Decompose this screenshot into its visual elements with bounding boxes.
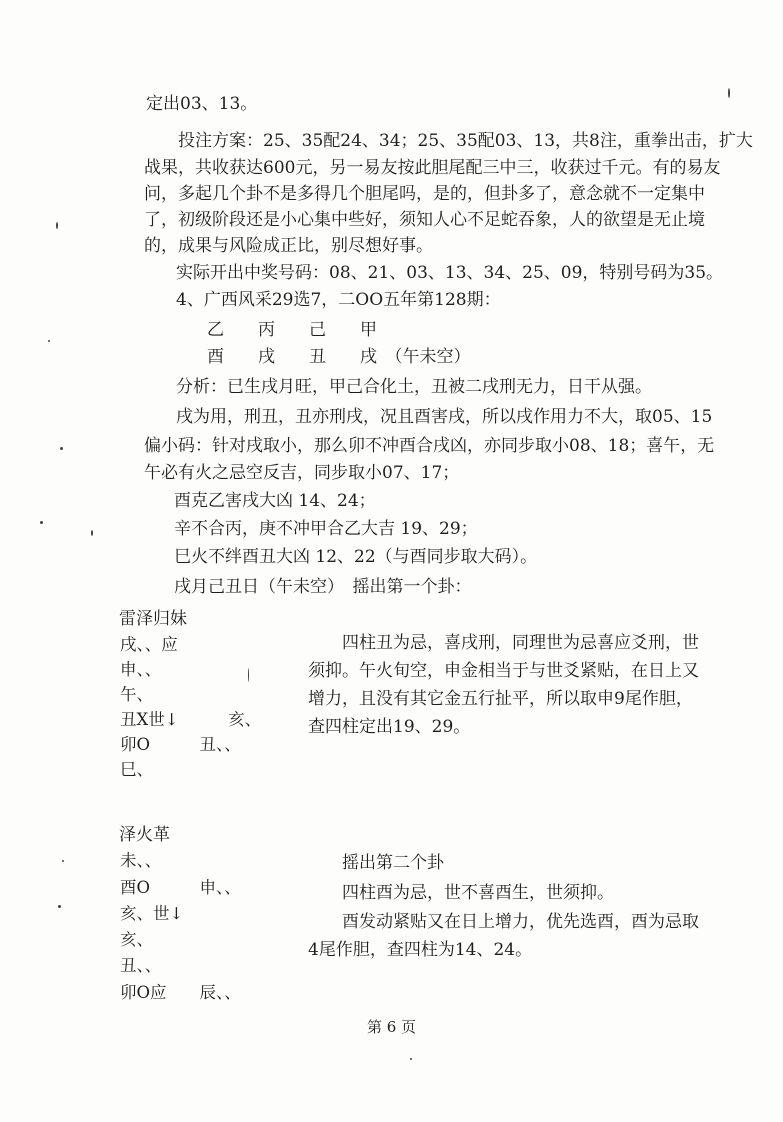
scan-speck — [60, 447, 63, 450]
text-line: 了，初级阶段还是小心集中些好，须知人心不足蛇吞象，人的欲望是无止境 — [144, 210, 705, 230]
hexagram-note: 须抑。午火旬空，申金相当于与世爻紧贴，在日上又 — [308, 661, 699, 681]
hexagram-line: 卯O应 辰、、 — [120, 983, 241, 1002]
hexagram-note: 4尾作胆，查四柱为14、24。 — [308, 940, 533, 960]
scan-speck — [58, 905, 61, 908]
text-line: 战果，共收获达600元，另一易友按此胆尾配三中三，收获过千元。有的易友 — [144, 158, 721, 178]
hexagram-line: 酉O 申、、 — [120, 878, 241, 897]
hexagram-note: 摇出第二个卦 — [342, 853, 444, 873]
hexagram-line: 丑X世↓ 亥、 — [120, 710, 262, 729]
text-line: 投注方案：25、35配24、34；25、35配03、13，共8注，重拳出击，扩大 — [178, 131, 753, 151]
hexagram-note: 四柱酉为忌，世不喜酉生，世须抑。 — [342, 883, 614, 903]
scan-speck — [410, 1058, 412, 1060]
hexagram-line: 未、、 — [120, 851, 162, 870]
text-line: 问，多起几个卦不是多得几个胆尾吗，是的，但卦多了，意念就不一定集中 — [144, 184, 705, 204]
stem-row: 乙 丙 己 甲 — [207, 320, 377, 340]
text-line: 偏小码：针对戌取小，那么卯不冲酉合戌凶，亦同步取小08、18；喜午，无 — [144, 436, 715, 456]
hexagram-line: 亥、 — [120, 930, 153, 949]
page-number: 第 6 页 — [366, 1018, 417, 1036]
hexagram-line: 巳、 — [120, 760, 153, 779]
hexagram-line: 卯O 丑、、 — [120, 735, 241, 754]
scan-speck — [48, 340, 50, 342]
hexagram-title: 雷泽归妹 — [119, 609, 187, 629]
hexagram-line: 午、 — [120, 685, 153, 704]
text-line: 戌月己丑日（午未空） 摇出第一个卦： — [174, 577, 472, 597]
text-line: 巳火不绊酉丑大凶 12、22（与酉同步取大码）。 — [174, 547, 538, 567]
scan-speck — [728, 88, 730, 98]
hexagram-line: 亥、世↓ — [120, 904, 184, 923]
hexagram-line: 丑、、 — [120, 956, 162, 975]
text-line: 辛不合丙，庚不冲甲合乙大吉 19、29； — [174, 519, 478, 539]
hexagram-note: 酉发动紧贴又在日上增力，优先选酉，酉为忌取 — [342, 912, 699, 932]
scan-speck — [91, 530, 93, 536]
hexagram-line: 戌、、应 — [120, 635, 178, 654]
text-line: 的，成果与风险成正比，别尽想好事。 — [144, 236, 433, 256]
text-line: 分析：已生戌月旺，甲己合化土，丑被二戌刑无力，日干从强。 — [176, 377, 652, 397]
hexagram-note: 增力，且没有其它金五行扯平，所以取申9尾作胆， — [308, 689, 693, 709]
text-line: 定出03、13。 — [146, 94, 258, 114]
hexagram-title: 泽火革 — [119, 825, 170, 845]
scan-speck — [62, 860, 64, 862]
scan-speck — [40, 521, 43, 524]
scan-speck — [56, 222, 58, 229]
hexagram-note: 查四柱定出19、29。 — [308, 717, 471, 737]
hexagram-note: 四柱丑为忌，喜戌刑，同理世为忌喜应爻刑，世 — [342, 633, 699, 653]
text-line: 酉克乙害戌大凶 14、24； — [174, 491, 376, 511]
text-line: 实际开出中奖号码：08、21、03、13、34、25、09，特别号码为35。 — [176, 263, 724, 283]
hexagram-line: 申、、 — [120, 660, 162, 679]
text-line: 戌为用，刑丑，丑亦刑戌，况且酉害戌，所以戌作用力不大，取05、15 — [176, 407, 713, 427]
section-heading: 4、广西风采29选7，二OO五年第128期： — [176, 290, 501, 310]
text-line: 午必有火之忌空反吉，同步取小07、17； — [144, 463, 460, 483]
branch-row: 酉 戌 丑 戌 （午未空） — [207, 347, 471, 367]
scan-speck — [248, 668, 249, 682]
